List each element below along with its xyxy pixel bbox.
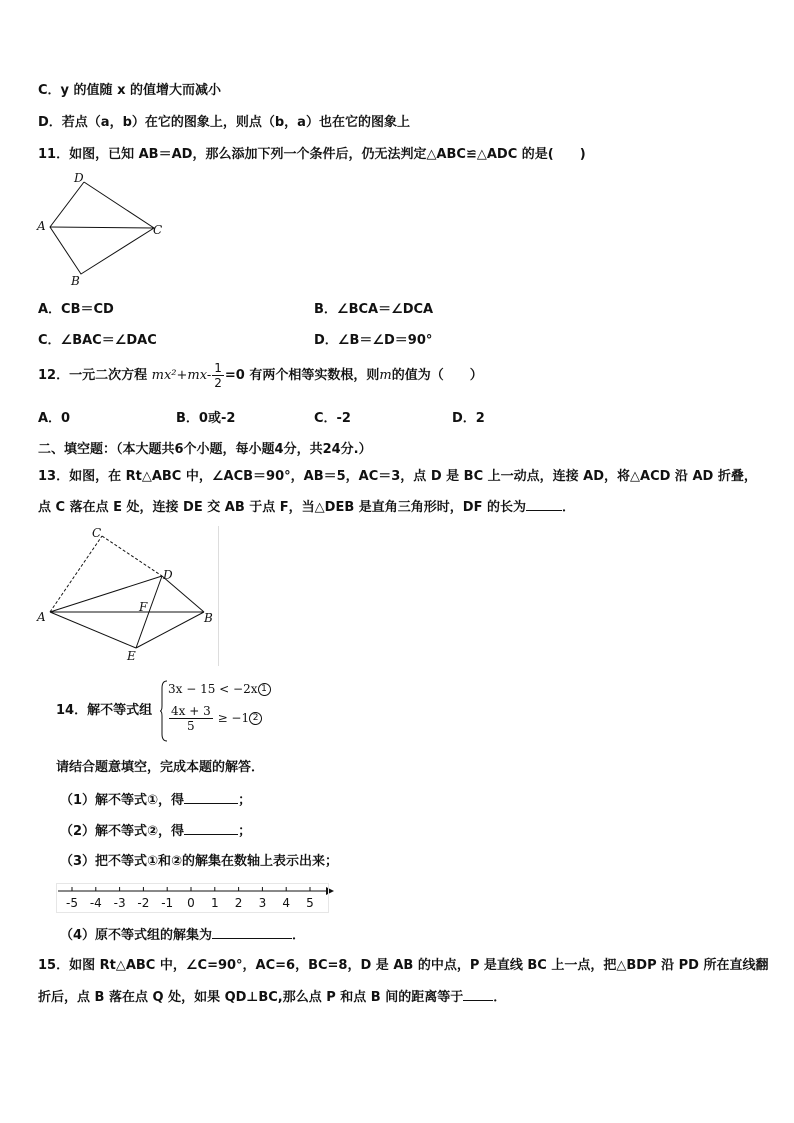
q14-number-line-tick-label: -3 <box>113 896 126 910</box>
q11-label-b: B <box>71 274 80 288</box>
q13-figure-border <box>218 526 219 666</box>
q12-equation-part2: =0 <box>224 368 245 383</box>
q11-label-a: A <box>37 219 46 233</box>
q14-instruction: 请结合题意填空，完成本题的解答． <box>56 760 265 775</box>
q13-label-f: F <box>139 600 148 614</box>
q14-number-line-tick-label: 0 <box>187 896 195 910</box>
q12-fraction-denominator: 2 <box>214 376 222 390</box>
q14-number-line-tick-label: -4 <box>89 896 102 910</box>
q15-line2 <box>38 988 506 1007</box>
q14-number-line-tick-label: 5 <box>306 896 314 910</box>
q14-step-1 <box>60 791 251 810</box>
q11-option-b: B．∠BCA＝∠DCA <box>314 302 434 317</box>
q13-label-a: A <box>37 610 46 624</box>
q10-option-c: C．y 的值随 x 的值增大而减小 <box>38 83 221 98</box>
q13-figure <box>36 524 220 666</box>
q14-brace <box>160 680 168 742</box>
q14-inequality-system <box>160 680 290 742</box>
q14-number-line-tick-label: 1 <box>210 896 219 910</box>
q12-suffix: 的值为（ ） <box>391 368 483 383</box>
q14-number-line-tick-label: 3 <box>258 896 267 910</box>
q11-option-a: A．CB＝CD <box>38 302 114 317</box>
q12-option-b: B．0或-2 <box>176 411 236 426</box>
q14-step-4 <box>60 926 305 945</box>
q13-dashed-cd <box>102 536 162 576</box>
q12-fraction <box>212 361 224 390</box>
q14-mark-1: 1 <box>258 683 271 696</box>
q11-label-c: C <box>153 223 163 237</box>
q11-option-c: C．∠BAC＝∠DAC <box>38 333 157 348</box>
q13-segment-eb <box>136 612 204 648</box>
q14-step-3: （3）把不等式①和②的解集在数轴上表示出来； <box>60 854 339 869</box>
q14-inequality-2-text: ≥ −1 <box>217 711 250 725</box>
q15-line2-text: 折后，点 B 落在点 Q 处，如果 QD⊥BC,那么点 P 和点 B 间的距离等于 <box>38 990 464 1005</box>
q11-diagonal-ac <box>50 227 154 228</box>
q13-answer-blank <box>526 498 562 511</box>
q13-label-b: B <box>204 611 213 625</box>
q14-number-line-ticks <box>66 887 314 910</box>
q13-dashed-ac <box>50 536 102 612</box>
q12-mid: 有两个相等实数根，则 <box>249 368 380 383</box>
q14-inequality-2 <box>168 704 262 733</box>
q12-fraction-numerator: 1 <box>214 361 222 375</box>
q13-label-c: C <box>92 526 102 540</box>
q13-line2-text: 点 C 落在点 E 处，连接 DE 交 AB 于点 F，当△DEB 是直角三角形时，DF 的长为 <box>38 500 526 515</box>
q14-number-line <box>56 883 336 913</box>
q14-mark-2: 2 <box>249 712 262 725</box>
q12-option-c: C．-2 <box>314 411 351 426</box>
q14-inequality-1-text: 3x − 15 < −2x <box>168 682 258 696</box>
q14-step-1-text: （1）解不等式①，得 <box>60 793 185 808</box>
section-2-heading: 二、填空题：（本大题共6个小题，每小题4分，共24分.） <box>38 442 372 457</box>
q13-line1: 13．如图，在 Rt△ABC 中，∠ACB＝90°，AB＝5，AC＝3，点 D 是 BC 上一动点，连接 AD，将△ACD 沿 AD 折叠， <box>38 469 757 484</box>
q15-line2-end: ． <box>493 990 507 1005</box>
q12-equation-part1: mx²+mx- <box>151 368 212 383</box>
q14-number-line-tick-label: 4 <box>282 896 291 910</box>
q14-step-2-end: ； <box>238 824 252 839</box>
q12-option-d: D．2 <box>452 411 485 426</box>
q12-option-a: A．0 <box>38 411 71 426</box>
q14-step-4-end: ． <box>292 928 306 943</box>
q14-fraction <box>169 704 213 733</box>
q13-line2 <box>38 498 575 517</box>
q14-number-line-tick-label: -5 <box>66 896 78 910</box>
q11-stem: 11．如图，已知 AB＝AD，那么添加下列一个条件后，仍无法判定△ABC≌△ADC 的是( ) <box>38 147 586 162</box>
q14-fraction-denominator: 5 <box>187 719 195 733</box>
q13-segment-ae <box>50 612 136 648</box>
q13-line2-end: ． <box>561 500 575 515</box>
q14-step-4-text: （4）原不等式组的解集为 <box>60 928 213 943</box>
q15-line1: 15．如图 Rt△ABC 中，∠C=90°，AC=6，BC=8，D 是 AB 的中点，P 是直线 BC 上一点，把△BDP 沿 PD 所在直线翻 <box>38 958 769 973</box>
q14-number-line-tick-label: -1 <box>161 896 174 910</box>
q11-label-d: D <box>74 171 84 185</box>
q14-label: 14．解不等式组 <box>56 703 153 718</box>
q15-answer-blank <box>463 988 493 1001</box>
q12-variable: m <box>379 368 392 383</box>
q14-number-line-tick-label: 2 <box>234 896 243 910</box>
q12-prefix: 12．一元二次方程 <box>38 368 148 383</box>
q13-label-d: D <box>163 568 173 582</box>
q14-step-1-blank <box>184 791 238 804</box>
q14-fraction-numerator: 4x + 3 <box>171 704 211 718</box>
q11-option-d: D．∠B＝∠D＝90° <box>314 333 433 348</box>
q14-step-2-text: （2）解不等式②，得 <box>60 824 185 839</box>
q14-number-line-tick-label: -2 <box>137 896 150 910</box>
q10-option-d: D．若点（a，b）在它的图象上，则点（b，a）也在它的图象上 <box>38 115 410 130</box>
q14-step-1-end: ； <box>238 793 252 808</box>
q12-stem <box>38 360 483 392</box>
q14-step-2 <box>60 822 251 841</box>
q11-figure <box>34 170 174 288</box>
q13-label-e: E <box>127 649 136 663</box>
q14-inequality-1 <box>168 682 271 696</box>
q14-step-2-blank <box>184 822 238 835</box>
q14-step-4-blank <box>212 926 292 939</box>
q14-number-line-arrow <box>326 887 334 895</box>
